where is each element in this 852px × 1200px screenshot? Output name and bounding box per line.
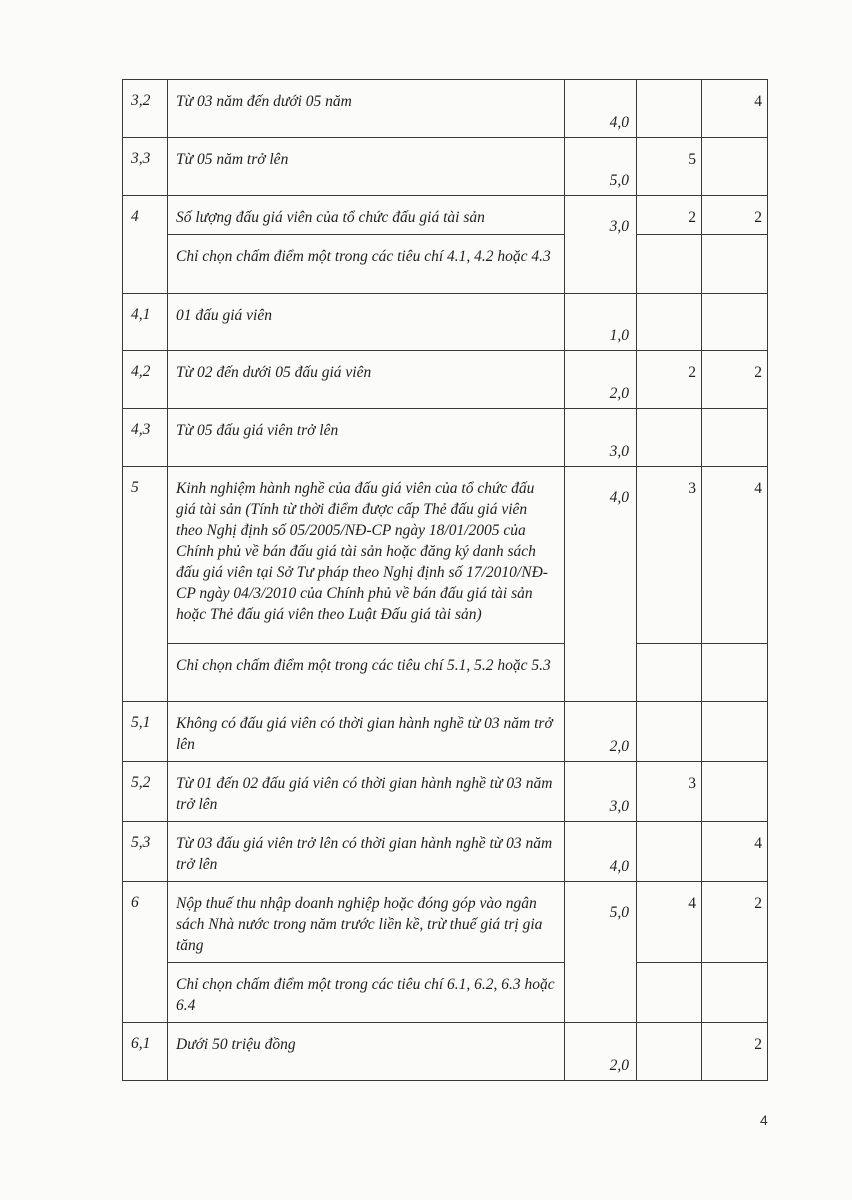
criterion-text: 01 đấu giá viên [168,294,565,351]
criterion-number: 5,3 [123,822,168,882]
score-1 [637,294,702,351]
max-score-cell [565,467,637,702]
criterion-text: Từ 05 đấu giá viên trở lên [168,409,565,467]
max-score: 2,0 [609,385,629,402]
criterion-number: 4,2 [123,351,168,409]
criterion-number: 3,3 [123,138,168,196]
score-1: 3 [637,762,702,822]
table-row [123,644,768,702]
table-row [123,80,768,138]
criterion-number: 4,1 [123,294,168,351]
score-1 [637,644,702,702]
scoring-table [122,79,768,1081]
criterion-number: 6,1 [123,1023,168,1081]
max-score-cell [565,702,637,762]
max-score-cell [565,138,637,196]
table-row [123,351,768,409]
score-1: 3 [637,467,702,644]
table-row [123,822,768,882]
table-row [123,196,768,235]
max-score: 4,0 [609,858,629,875]
max-score-cell [565,196,637,294]
table-row [123,702,768,762]
max-score-cell [565,762,637,822]
max-score-cell [565,409,637,467]
criterion-text: Từ 01 đến 02 đấu giá viên có thời gian hành nghề từ 03 năm trở lên [168,762,565,822]
criterion-note: Chỉ chọn chấm điểm một trong các tiêu chí 4.1, 4.2 hoặc 4.3 [168,235,565,294]
score-2: 2 [702,882,768,963]
criterion-note: Chỉ chọn chấm điểm một trong các tiêu chí 5.1, 5.2 hoặc 5.3 [168,644,565,702]
criterion-number: 3,2 [123,80,168,138]
score-2: 2 [702,196,768,235]
table-row [123,762,768,822]
max-score: 1,0 [609,327,629,344]
score-1: 4 [637,882,702,963]
table-row [123,467,768,644]
score-2: 4 [702,467,768,644]
table-row [123,882,768,963]
table-row [123,963,768,1023]
table-row [123,138,768,196]
score-1 [637,822,702,882]
criterion-text: Từ 05 năm trở lên [168,138,565,196]
score-1 [637,963,702,1023]
criterion-text: Từ 03 năm đến dưới 05 năm [168,80,565,138]
max-score-cell [565,882,637,1023]
criterion-text: Kinh nghiệm hành nghề của đấu giá viên của tổ chức đấu giá tài sản (Tính từ thời điểm được cấp Thẻ đấu giá viên theo Nghị định số 05/2005/NĐ-CP ngày 18/01/2005 của Chính phủ về bán đấu giá tài sản hoặc đăng ký danh sách đấu giá viên tại Sở Tư pháp theo Nghị định số 17/2010/NĐ-CP ngày 04/3/2010 của Chính phủ về bán đấu giá tài sản hoặc Thẻ đấu giá viên theo Luật Đấu giá tài sản) [168,467,565,644]
criterion-number: 5 [123,467,168,702]
criterion-number: 5,2 [123,762,168,822]
table-row [123,409,768,467]
score-1 [637,1023,702,1081]
max-score: 2,0 [609,738,629,755]
score-1 [637,702,702,762]
table-row [123,294,768,351]
score-2 [702,138,768,196]
score-2 [702,294,768,351]
score-1 [637,235,702,294]
max-score: 3,0 [609,798,629,815]
score-2: 2 [702,351,768,409]
max-score: 3,0 [609,443,629,460]
max-score-cell [565,1023,637,1081]
criterion-note: Chỉ chọn chấm điểm một trong các tiêu chí 6.1, 6.2, 6.3 hoặc 6.4 [168,963,565,1023]
score-1 [637,409,702,467]
score-2: 4 [702,80,768,138]
table-row [123,235,768,294]
score-1 [637,80,702,138]
max-score-cell [565,822,637,882]
score-2 [702,963,768,1023]
max-score: 5,0 [609,904,629,921]
score-2 [702,644,768,702]
criterion-number: 4 [123,196,168,294]
criterion-text: Từ 02 đến dưới 05 đấu giá viên [168,351,565,409]
max-score: 5,0 [609,172,629,189]
criterion-text: Dưới 50 triệu đồng [168,1023,565,1081]
max-score-cell [565,80,637,138]
score-1: 5 [637,138,702,196]
score-2 [702,762,768,822]
score-2 [702,702,768,762]
score-2 [702,235,768,294]
score-2: 4 [702,822,768,882]
max-score-cell [565,351,637,409]
criterion-number: 5,1 [123,702,168,762]
page-number: 4 [760,1112,768,1128]
max-score: 4,0 [609,114,629,131]
score-2 [702,409,768,467]
criterion-number: 6 [123,882,168,1023]
criterion-text: Nộp thuế thu nhập doanh nghiệp hoặc đóng góp vào ngân sách Nhà nước trong năm trước liền kề, trừ thuế giá trị gia tăng [168,882,565,963]
criterion-text: Số lượng đấu giá viên của tổ chức đấu giá tài sản [168,196,565,235]
max-score: 2,0 [609,1057,629,1074]
criterion-text: Không có đấu giá viên có thời gian hành nghề từ 03 năm trở lên [168,702,565,762]
score-1: 2 [637,351,702,409]
max-score: 4,0 [609,489,629,506]
criterion-number: 4,3 [123,409,168,467]
max-score: 3,0 [609,218,629,235]
score-1: 2 [637,196,702,235]
score-2: 2 [702,1023,768,1081]
table-row [123,1023,768,1081]
criterion-text: Từ 03 đấu giá viên trở lên có thời gian hành nghề từ 03 năm trở lên [168,822,565,882]
max-score-cell [565,294,637,351]
